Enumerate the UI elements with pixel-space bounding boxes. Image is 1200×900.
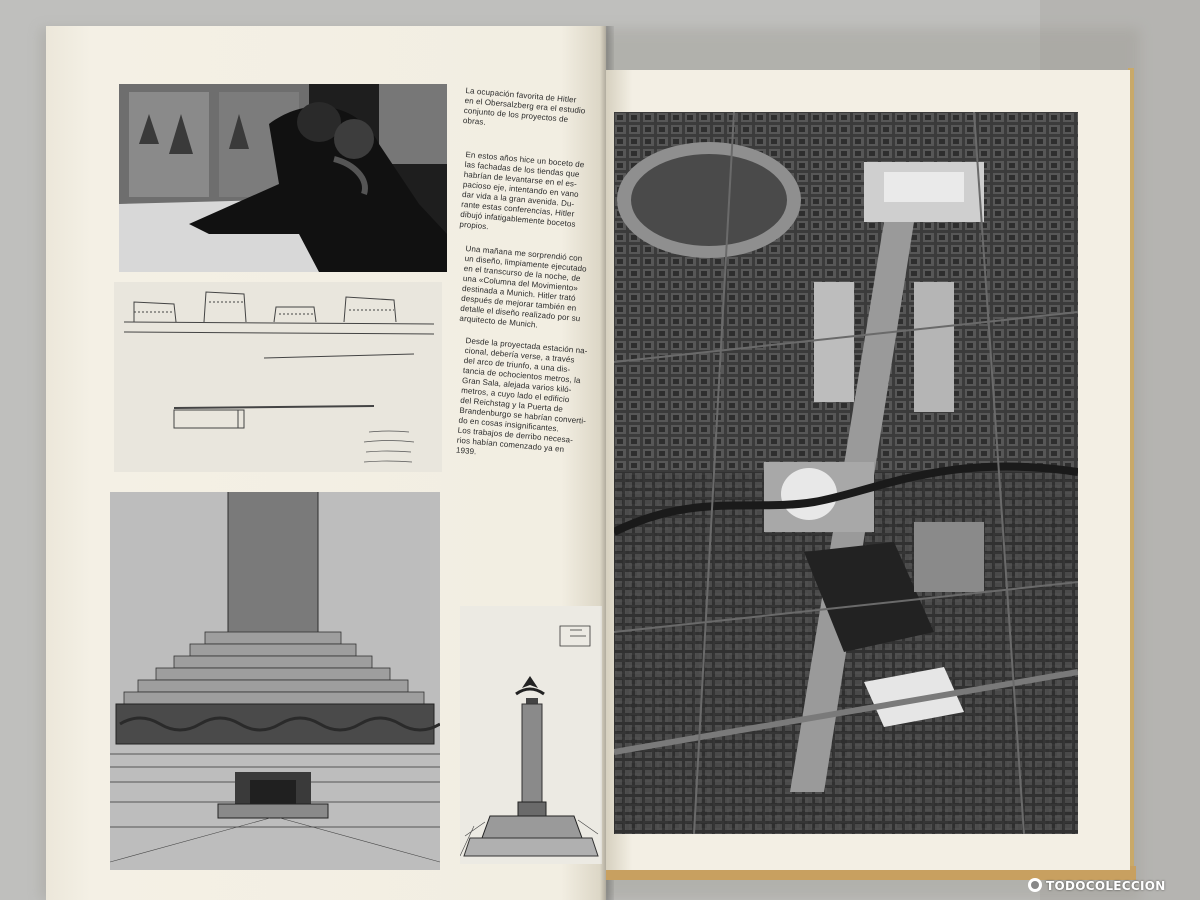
caption-obersalzberg: La ocupación favorita de Hitler en el Obersalzberg era el estudio conjunto de los proyectos de obras. — [462, 86, 586, 127]
watermark-text: TODOCOLECCION — [1046, 879, 1166, 893]
caption-railway-station: Desde la proyectada estación na- cional, debería verse, a través del arco de triunfo, a una dis- tancia de ochocientos metros, la Gran Sala, alejada varios kiló- metros, a cuyo lado el edificio del Reichstag y la Puerta de Brandenburgo se habrían converti- do en cosas insignificantes. Los trabajos de derribo necesa- rios habían comenzado ya en 1939. — [455, 336, 588, 457]
caption-column-of-the-movement: Una mañana me sorprendió con un diseño, limpiamente ejecutado en el transcurso de la noche, de una «Columna del Movimiento» destinada a Munich. Hitler trató después de mejorar también en detalle el diseño realizado por su arquitecto de Munich. — [459, 244, 588, 330]
drawing-column-of-the-movement — [110, 492, 440, 870]
todocoleccion-logo-icon — [1028, 878, 1042, 892]
left-page — [46, 26, 606, 900]
photo-hitler-studying-plans — [119, 84, 447, 272]
todocoleccion-watermark — [1028, 878, 1166, 893]
right-page — [606, 70, 1130, 870]
aerial-photo-berlin-model — [614, 112, 1078, 834]
sketch-column-with-eagle — [460, 606, 602, 864]
caption-facade-sketch: En estos años hice un boceto de las fachadas de los tiendas que habrían de levantarse en el es- pacioso eje, intentando en vano dar vida a la gran avenida. Du- rante estas conferencias, Hitler dibujó infatigablemente bocetos propios. — [459, 150, 585, 232]
sketch-facades — [114, 282, 442, 472]
